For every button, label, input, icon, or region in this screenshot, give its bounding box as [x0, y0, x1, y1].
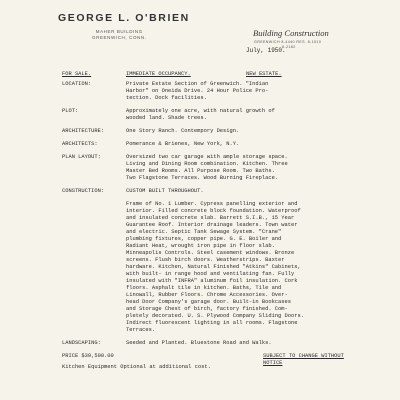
occupancy-label: IMMEDIATE OCCUPANCY. — [126, 71, 191, 77]
address-line-2: GREENWICH, CONN. — [92, 35, 147, 40]
company-address — [92, 29, 147, 41]
phone-line-1: GREENWICH 8-4440 RES. 8-1510 — [254, 40, 322, 44]
field-row — [62, 141, 362, 148]
price-value: PRICE $39,500.00 — [62, 353, 114, 359]
field-row — [62, 154, 362, 182]
landscaping-value: Seeded and Planted. Bluestone Road and Walks. — [126, 340, 272, 346]
field-label: LOCATION: — [62, 81, 92, 87]
company-name: GEORGE L. O'BRIEN — [58, 12, 190, 24]
for-sale-label: FOR SALE. — [62, 71, 92, 77]
new-estate-label: NEW ESTATE. — [246, 71, 282, 77]
field-label: PLOT: — [62, 108, 79, 114]
phone-line-2: 8-2182 — [282, 45, 296, 49]
construction-details: Frame of No. 1 Lumber. Cypress panelling exterior and interior. Filled concrete block foundation. Waterproof and insulated concrete slab. Barrett S.I.B., 15 Year Guarantee Roof. Interior drainage leaders. Town water and electric. Septic Tank Sewage System. "Crane" plumbing fixtures, copper pipe. G. E. Boiler and Radiant Heat, wrought iron pipe in floor slab. Minneapolis Controls. Steel casement windows. Bronze screens. Flush birch doors. Weatherstrips. Baxter hardware. Kitchen, Natural Finished "Atkins" Cabinets, with built- in range hood and ventilating fan. Fully insulated with "INFRA" aluminum foil insulation. Cork floors. Asphalt tile in kitchen. Baths, Tile and Linowall, Rubber Floors. Chrome Accessories. Over- head Door Company's garage door. Built-in Bookcases and Storage Chest of birch, factory finished. Com- pletely decorated. U. S. Plywood Company Sliding Doors. Indirect fluorescent lighting in all rooms. Flagstone Terraces. — [126, 201, 304, 333]
field-list — [62, 81, 362, 195]
company-tagline: Building Construction — [253, 28, 329, 38]
field-value: Oversized two car garage with ample storage space. Living and Dining Room combination. Kitchen. Three Master Bed Rooms. All Purpose Room. Two Baths. Two Flagstone Terraces. Wood Burning Fireplace. — [126, 154, 288, 181]
field-label: ARCHITECTS: — [62, 141, 98, 147]
field-value: One Story Ranch. Contempory Design. — [126, 128, 240, 134]
letterhead — [58, 12, 362, 70]
status-line — [62, 71, 362, 81]
listing-body — [62, 71, 362, 371]
field-row — [62, 188, 362, 195]
field-value: Pomerance & Brienes, New York, N.Y. — [126, 141, 240, 147]
price-line — [62, 353, 362, 366]
field-row — [62, 128, 362, 135]
field-value: Approximately one acre, with natural growth of wooded land. Shade trees. — [126, 108, 275, 121]
address-line-1: MAHER BUILDING — [95, 29, 143, 34]
field-value: CUSTOM BUILT THROUGHOUT. — [126, 188, 204, 194]
landscaping-label: LANDSCAPING: — [62, 340, 101, 346]
field-label: PLAN LAYOUT: — [62, 154, 101, 160]
field-row — [62, 108, 362, 122]
document-date: July, 1950. — [246, 47, 286, 54]
kitchen-equipment-note: Kitchen Equipment Optional at additional cost. — [62, 364, 211, 370]
field-row — [62, 81, 362, 102]
field-value: Private Estate Section of Greenwich. "Indian Harbor" on Oneida Drive. 24 Hour Police Pro- tection. Dock facilities. — [126, 81, 269, 101]
price-note: SUBJECT TO CHANGE WITHOUT NOTICE — [263, 353, 344, 366]
field-label: ARCHITECTURE: — [62, 128, 105, 134]
field-label: CONSTRUCTION: — [62, 188, 105, 194]
landscaping-row — [62, 340, 362, 347]
